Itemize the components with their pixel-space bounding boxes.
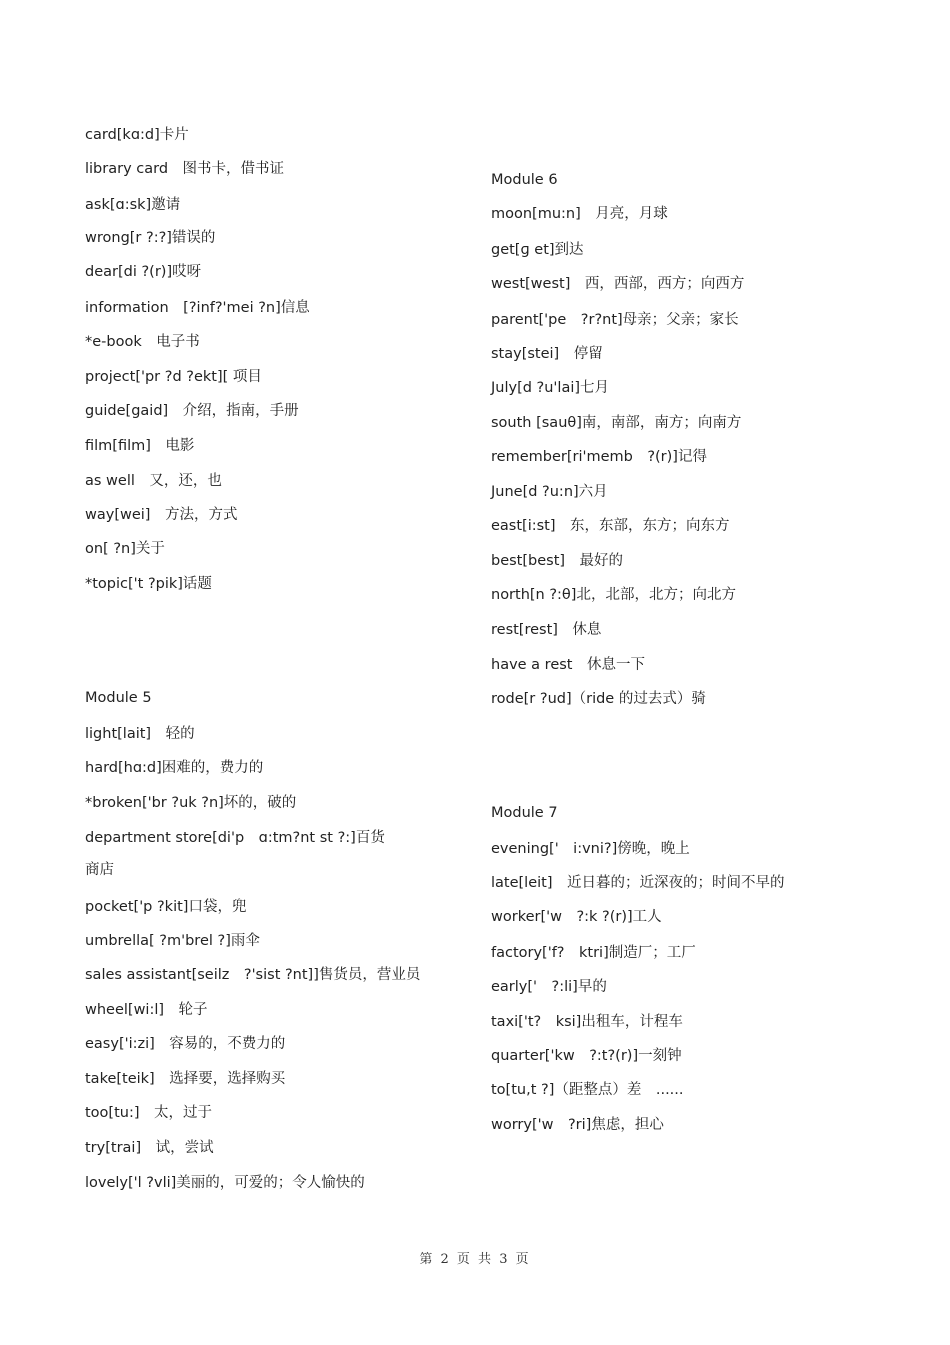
vocab-entry: get[ɡ et]到达: [491, 242, 584, 258]
vocab-entry: take[teik] 选择要，选择购买: [85, 1071, 286, 1087]
vocab-entry: umbrella[ ?m'brel ?]雨伞: [85, 933, 260, 949]
vocab-entry: try[trai] 试，尝试: [85, 1140, 214, 1156]
vocab-entry: late[leit] 近日暮的；近深夜的；时间不早的: [491, 875, 785, 891]
vocab-entry: light[lait] 轻的: [85, 726, 195, 742]
vocab-entry: *broken['br ?uk ?n]坏的，破的: [85, 795, 297, 811]
vocab-entry: *topic['t ?pik]话题: [85, 576, 212, 592]
vocab-entry: *e-book 电子书: [85, 334, 200, 350]
vocab-entry: wrong[r ?:?]错误的: [85, 230, 216, 246]
vocab-entry: stay[stei] 停留: [491, 346, 603, 362]
vocab-entry: south [sauθ]南，南部，南方；向南方: [491, 415, 742, 431]
vocab-entry: film[film] 电影: [85, 438, 195, 454]
vocab-entry: card[kɑ:d]卡片: [85, 127, 189, 143]
module-5-heading: Module 5: [85, 690, 152, 706]
vocab-entry: project['pr ?d ?ekt][ 项目: [85, 369, 262, 385]
vocab-entry: June[d ?u:n]六月: [491, 484, 608, 500]
vocab-entry: early[' ?:li]早的: [491, 979, 607, 995]
vocab-entry: too[tu:] 太，过于: [85, 1105, 213, 1121]
vocab-entry: rest[rest] 休息: [491, 622, 602, 638]
vocab-entry: on[ ?n]关于: [85, 541, 165, 557]
module-7-heading: Module 7: [491, 805, 558, 821]
vocab-entry: to[tu,t ?]（距整点）差 ......: [491, 1082, 684, 1098]
vocab-entry: pocket['p ?kit]口袋，兜: [85, 899, 247, 915]
vocab-entry: parent['pe ?r?nt]母亲；父亲；家长: [491, 312, 739, 328]
vocab-entry: moon[mu:n] 月亮，月球: [491, 206, 668, 222]
vocab-entry: west[west] 西，西部，西方；向西方: [491, 276, 745, 292]
vocab-entry: east[i:st] 东，东部，东方；向东方: [491, 518, 730, 534]
vocab-entry: rode[r ?ud]（ride 的过去式）骑: [491, 691, 706, 707]
vocab-entry: worry['w ?ri]焦虑，担心: [491, 1117, 664, 1133]
vocab-entry: library card 图书卡，借书证: [85, 161, 285, 177]
vocab-entry: easy['i:zi] 容易的，不费力的: [85, 1036, 286, 1052]
module-6-heading: Module 6: [491, 172, 558, 188]
vocab-entry: July[d ?u'lai]七月: [491, 380, 610, 396]
vocab-entry: north[n ?:θ]北，北部，北方；向北方: [491, 587, 736, 603]
vocab-entry: taxi['t? ksi]出租车，计程车: [491, 1014, 683, 1030]
vocab-entry: as well 又，还，也: [85, 473, 222, 489]
vocab-entry: remember[ri'memb ?(r)]记得: [491, 449, 707, 465]
vocab-entry: have a rest 休息一下: [491, 657, 645, 673]
vocab-entry: wheel[wi:l] 轮子: [85, 1002, 208, 1018]
vocab-entry: quarter['kw ?:t?(r)]一刻钟: [491, 1048, 682, 1064]
vocab-entry: hard[hɑ:d]困难的，费力的: [85, 760, 264, 776]
vocab-entry: ask[ɑ:sk]邀请: [85, 197, 181, 213]
vocab-entry: information [?inf?'mei ?n]信息: [85, 300, 310, 316]
page-footer: 第 2 页 共 3 页: [419, 1252, 531, 1267]
vocab-entry: best[best] 最好的: [491, 553, 624, 569]
vocab-entry: worker['w ?:k ?(r)]工人: [491, 909, 662, 925]
vocab-entry: way[wei] 方法，方式: [85, 507, 238, 523]
vocab-entry: dear[di ?(r)]哎呀: [85, 264, 202, 280]
vocab-entry: guide[gaid] 介绍，指南，手册: [85, 403, 299, 419]
vocab-entry: evening[' i:vni?]傍晚，晚上: [491, 841, 690, 857]
vocab-entry: sales assistant[seilz ?'sist ?nt]]售货员，营业员: [85, 967, 421, 983]
vocab-entry: lovely['l ?vli]美丽的，可爱的；令人愉快的: [85, 1175, 365, 1191]
vocab-entry: 商店: [85, 862, 114, 878]
vocab-entry: department store[di'p ɑ:tm?nt st ?:]百货: [85, 830, 385, 846]
vocab-entry: factory['f? ktri]制造厂；工厂: [491, 945, 696, 961]
